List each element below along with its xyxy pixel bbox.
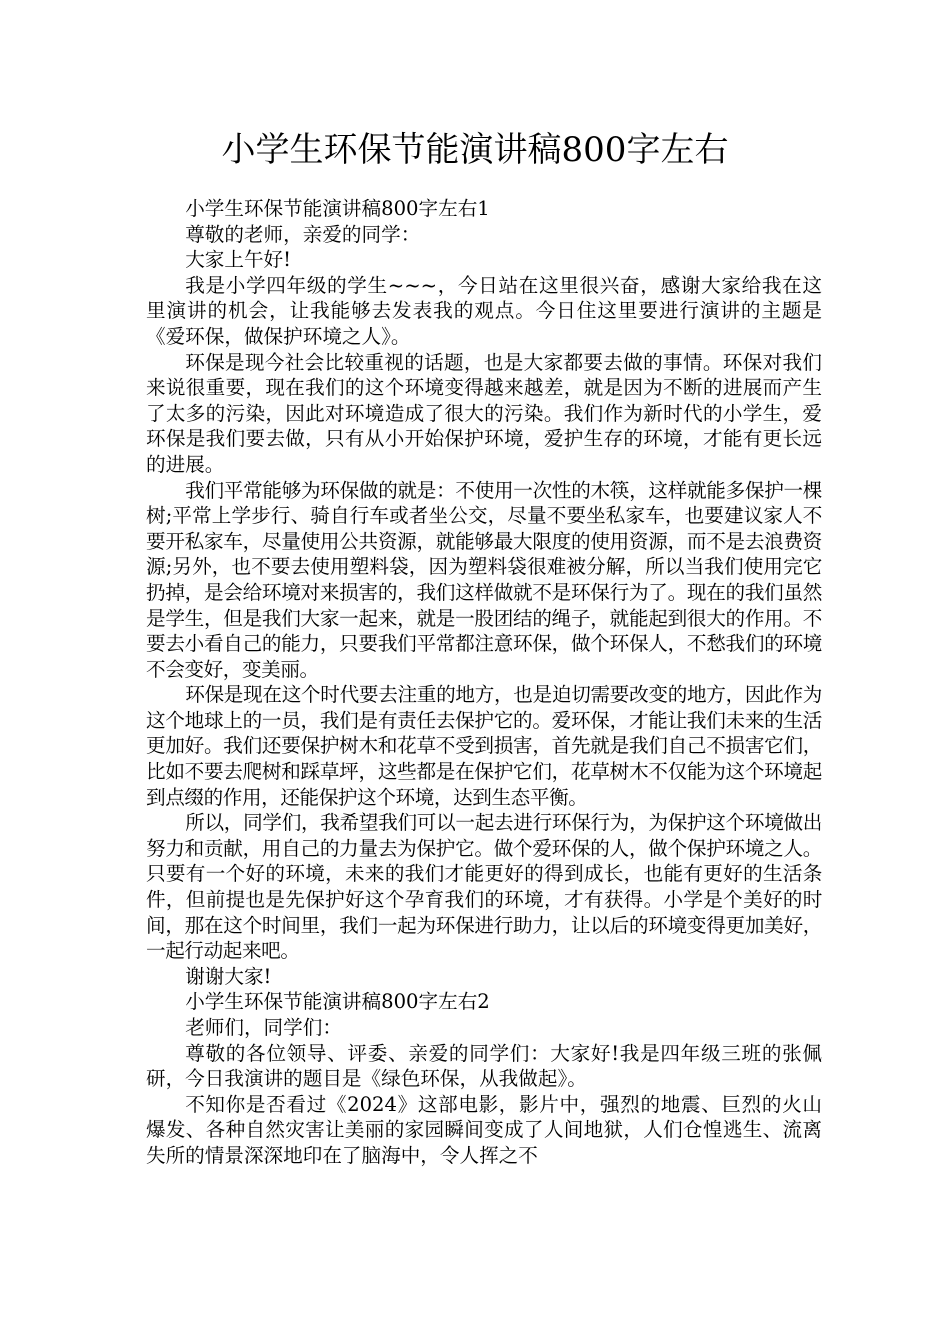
body-paragraph: 环保是现今社会比较重视的话题，也是大家都要去做的事情。环保对我们来说很重要，现在我们的这个环境变得越来越差，就是因为不断的进展而产生了太多的污染，因此对环境造成了很大的污染。我们作为新时代的小学生，爱环保是我们要去做，只有从小开始保护环境，爱护生存的环境，才能有更长远的进展。 [146, 350, 822, 476]
body-paragraph: 不知你是否看过《2024》这部电影，影片中，强烈的地震、巨烈的火山爆发、各种自然灾害让美丽的家园瞬间变成了人间地狱，人们仓惶逃生、流离失所的情景深深地印在了脑海中，令人挥之不 [146, 1092, 822, 1167]
section-heading-1: 小学生环保节能演讲稿800字左右1 [185, 197, 490, 220]
section-heading-2: 小学生环保节能演讲稿800字左右2 [185, 990, 490, 1014]
body-paragraph: 所以，同学们，我希望我们可以一起去进行环保行为，为保护这个环境做出努力和贡献，用自己的力量去为保护它。做个爱环保的人，做个保护环境之人。只要有一个好的环境，未来的我们才能更好的得到成长，也能有更好的生活条件，但前提也是先保护好这个孕育我们的环境，才有获得。小学是个美好的时间，那在这个时间里，我们一起为环保进行助力，让以后的环境变得更加美好，一起行动起来吧。 [146, 811, 822, 963]
body-paragraph: 环保是现在这个时代要去注重的地方，也是迫切需要改变的地方，因此作为这个地球上的一员，我们是有责任去保护它的。爱环保，才能让我们未来的生活更加好。我们还要保护树木和花草不受到损害，首先就是我们自己不损害它们，比如不要去爬树和踩草坪，这些都是在保护它们，花草树木不仅能为这个环境起到点缀的作用，还能保护这个环境，达到生态平衡。 [146, 683, 822, 809]
body-paragraph: 尊敬的各位领导、评委、亲爱的同学们：大家好!我是四年级三班的张佩研，今日我演讲的题目是《绿色环保，从我做起》。 [146, 1041, 822, 1091]
body-paragraph: 我是小学四年级的学生~~~，今日站在这里很兴奋，感谢大家给我在这里演讲的机会，让我能够去发表我的观点。今日住这里要进行演讲的主题是《爱环保，做保护环境之人》。 [146, 273, 822, 348]
document-body [146, 196, 822, 1169]
salutation: 老师们，同学们： [185, 1016, 342, 1039]
closing: 谢谢大家! [185, 964, 272, 988]
greeting: 大家上午好! [185, 248, 292, 272]
body-paragraph: 我们平常能够为环保做的就是：不使用一次性的木筷，这样就能多保护一棵树;平常上学步行、骑自行车或者坐公交，尽量不要坐私家车，也要建议家人不要开私家车，尽量使用公共资源，就能够最大限度的使用资源，而不是去浪费资源;另外，也不要去使用塑料袋，因为塑料袋很难被分解，所以当我们使用完它扔掉，是会给环境对来损害的，我们这样做就不是环保行为了。现在的我们虽然是学生，但是我们大家一起来，就是一股团结的绳子，就能起到很大的作用。不要去小看自己的能力，只要我们平常都注意环保，做个环保人，不愁我们的环境不会变好，变美丽。 [146, 478, 822, 681]
document-title: 小学生环保节能演讲稿800字左右 [221, 130, 729, 170]
salutation: 尊敬的老师，亲爱的同学： [185, 222, 421, 246]
